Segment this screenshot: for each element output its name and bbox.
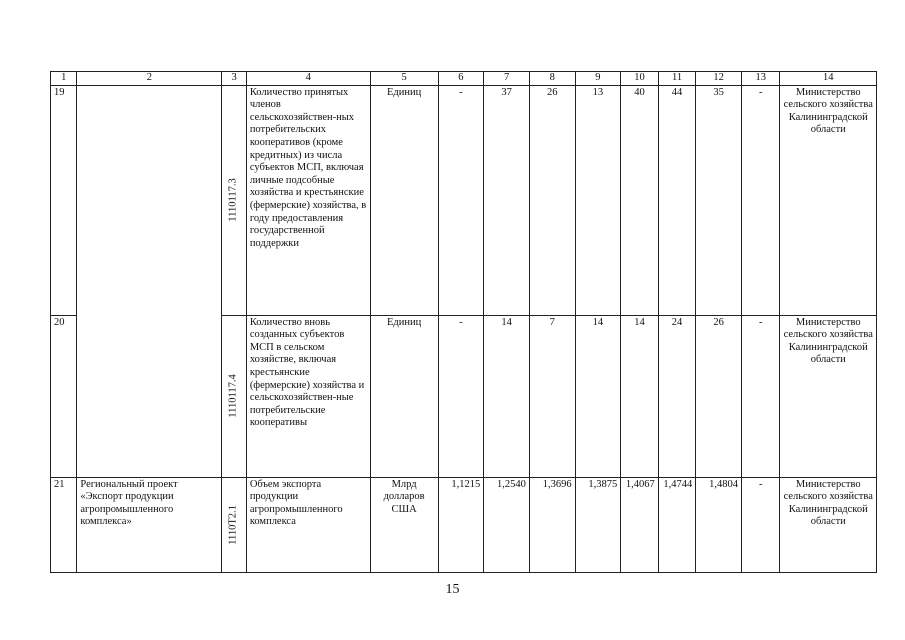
project-cell: Региональный проект «Экспорт продукции агропромышленного комплекса» [77,477,222,572]
header-cell: 7 [484,72,530,86]
code-cell [222,85,246,315]
value-cell: 1,4067 [621,477,659,572]
value-cell: - [741,477,780,572]
indicator-cell: Объем экспорта продукции агропромышленного комплекса [246,477,370,572]
value-cell: 24 [658,315,696,477]
header-cell: 3 [222,72,246,86]
header-cell: 10 [621,72,659,86]
code-cell [222,477,246,572]
table-row [51,477,877,572]
responsible-cell: Министерство сельского хозяйства Калининградской области [780,85,877,315]
value-cell: 26 [529,85,575,315]
table-row [51,85,877,315]
project-cell [77,85,222,477]
value-cell: 13 [575,85,621,315]
value-cell: 14 [621,315,659,477]
responsible-cell: Министерство сельского хозяйства Калининградской области [780,315,877,477]
header-cell: 14 [780,72,877,86]
header-cell: 1 [51,72,77,86]
unit-cell: Единиц [370,315,438,477]
indicator-cell: Количество принятых членов сельскохозяйствен-ных потребительских кооперативов (кроме кредитных) из числа субъектов МСП, включая личные подсобные хозяйства и крестьянские (фермерские) хозяйства, в году предоставления государственной поддержки [246,85,370,315]
indicator-table [50,71,877,573]
header-cell: 5 [370,72,438,86]
row-number: 19 [51,85,77,315]
header-cell: 12 [696,72,742,86]
header-cell: 13 [741,72,780,86]
code-text: 1110Т2.1 [227,504,239,545]
row-number: 20 [51,315,77,477]
code-text: 1110117.4 [227,374,239,418]
unit-cell: Млрд долларов США [370,477,438,572]
value-cell: 1,4804 [696,477,742,572]
value-cell: 40 [621,85,659,315]
unit-cell: Единиц [370,85,438,315]
page-number: 15 [445,582,460,597]
row-number: 21 [51,477,77,572]
value-cell: 1,4744 [658,477,696,572]
value-cell: 35 [696,85,742,315]
value-cell: 1,1215 [438,477,484,572]
header-cell: 8 [529,72,575,86]
header-cell: 2 [77,72,222,86]
value-cell: 14 [575,315,621,477]
header-cell: 9 [575,72,621,86]
header-cell: 4 [246,72,370,86]
value-cell: 1,2540 [484,477,530,572]
value-cell: - [438,85,484,315]
value-cell: - [741,315,780,477]
value-cell: - [438,315,484,477]
value-cell: 26 [696,315,742,477]
value-cell: 7 [529,315,575,477]
value-cell: 44 [658,85,696,315]
code-cell [222,315,246,477]
value-cell: 1,3696 [529,477,575,572]
indicator-cell: Количество вновь созданных субъектов МСП в сельском хозяйстве, включая крестьянские (фермерские) хозяйства и сельскохозяйствен-ные потребительские кооперативы [246,315,370,477]
code-text: 1110117.3 [227,178,239,222]
value-cell: 37 [484,85,530,315]
header-cell: 6 [438,72,484,86]
value-cell: 14 [484,315,530,477]
value-cell: - [741,85,780,315]
header-row [51,72,877,86]
value-cell: 1,3875 [575,477,621,572]
responsible-cell: Министерство сельского хозяйства Калининградской области [780,477,877,572]
header-cell: 11 [658,72,696,86]
